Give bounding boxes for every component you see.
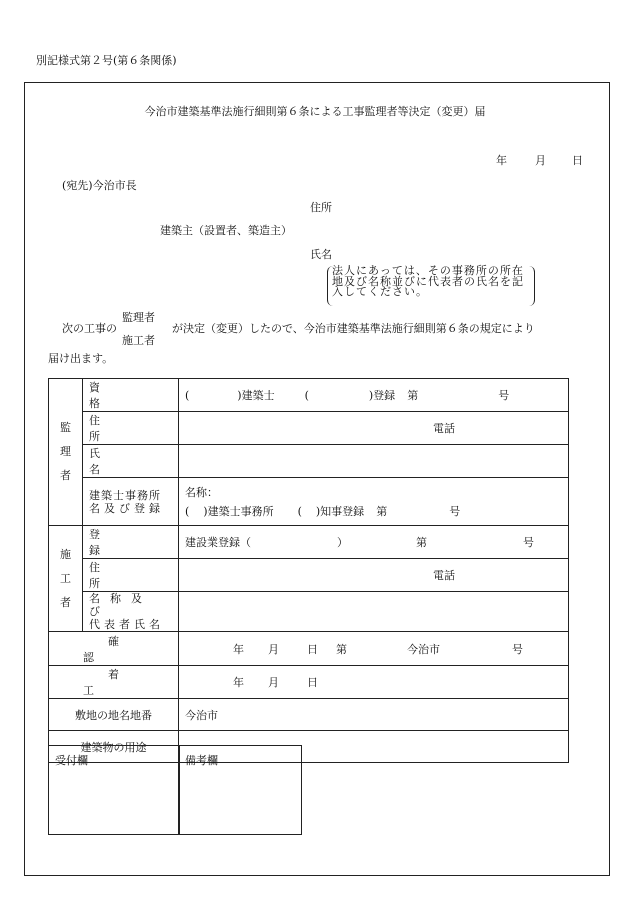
office-field[interactable]: 名称： ( )建築士事務所 ( )知事登録 第 号 [179,478,569,526]
constructor-group-label: 施 工 者 [49,526,83,632]
remarks-label: 備考欄 [185,754,218,767]
qualification-field[interactable]: ( )建築士 ( )登録 第 号 [179,379,569,412]
start-row [49,666,569,699]
confirmation-field[interactable]: 年 月 日 第 今治市 号 [179,632,569,666]
constructor-registration-row [49,526,569,559]
constructor-registration-label: 登録 [83,526,179,559]
applicant-role-label: 建築主（設置者、築造主） [160,224,292,237]
supervisor-name-field[interactable] [179,445,569,478]
site-row [49,699,569,731]
confirmation-label: 確認 [49,632,179,666]
constructor-address-field[interactable]: 電話 [179,559,569,592]
usage-label: 建築物の用途 [49,731,179,763]
office-label: 建築士事務所 名及び登録 [83,478,179,526]
start-label: 着工 [49,666,179,699]
reception-box [48,745,180,835]
statement-end: 届け出ます。 [48,352,114,365]
applicant-note: 法人にあっては、その事務所の所在地及び名称並びに代表者の氏名を記入してください。 [327,266,535,306]
supervisor-address-field[interactable]: 電話 [179,412,569,445]
option-supervisor: 監理者 [122,311,155,324]
date-year: 年 [496,154,507,167]
addressee: (宛先)今治市長 [62,179,137,192]
applicant-address-label: 住所 [310,201,332,214]
constructor-address-label: 住所 [83,559,179,592]
option-constructor: 施工者 [122,334,155,347]
remarks-box [178,745,302,835]
site-field[interactable]: 今治市 [179,699,569,731]
statement-body: が決定（変更）したので、今治市建築基準法施行細則第６条の規定により [172,322,535,335]
start-field[interactable]: 年 月 日 [179,666,569,699]
supervisor-name-row [49,445,569,478]
date-month: 月 [535,154,546,167]
qualification-label: 資格 [83,379,179,412]
date-day: 日 [572,154,583,167]
reception-label: 受付欄 [55,754,88,767]
supervisor-address-label: 住所 [83,412,179,445]
statement-prefix: 次の工事の [62,322,117,335]
registration-table [48,378,569,763]
form-title: 今治市建築基準法施行細則第６条による工事監理者等決定（変更）届 [144,105,486,118]
supervisor-qualification-row [49,379,569,412]
supervisor-group-label: 監 理 者 [49,379,83,526]
confirmation-row [49,632,569,666]
constructor-name-label: 名称及び 代表者氏名 [83,592,179,632]
constructor-address-row [49,559,569,592]
supervisor-name-label: 氏名 [83,445,179,478]
site-label: 敷地の地名地番 [49,699,179,731]
constructor-name-row [49,592,569,632]
supervisor-address-row [49,412,569,445]
form-number: 別記様式第２号(第６条関係) [36,54,177,67]
applicant-name-label: 氏名 [310,248,332,261]
constructor-name-field[interactable] [179,592,569,632]
constructor-registration-field[interactable]: 建設業登録（ ） 第 号 [179,526,569,559]
supervisor-office-row [49,478,569,526]
